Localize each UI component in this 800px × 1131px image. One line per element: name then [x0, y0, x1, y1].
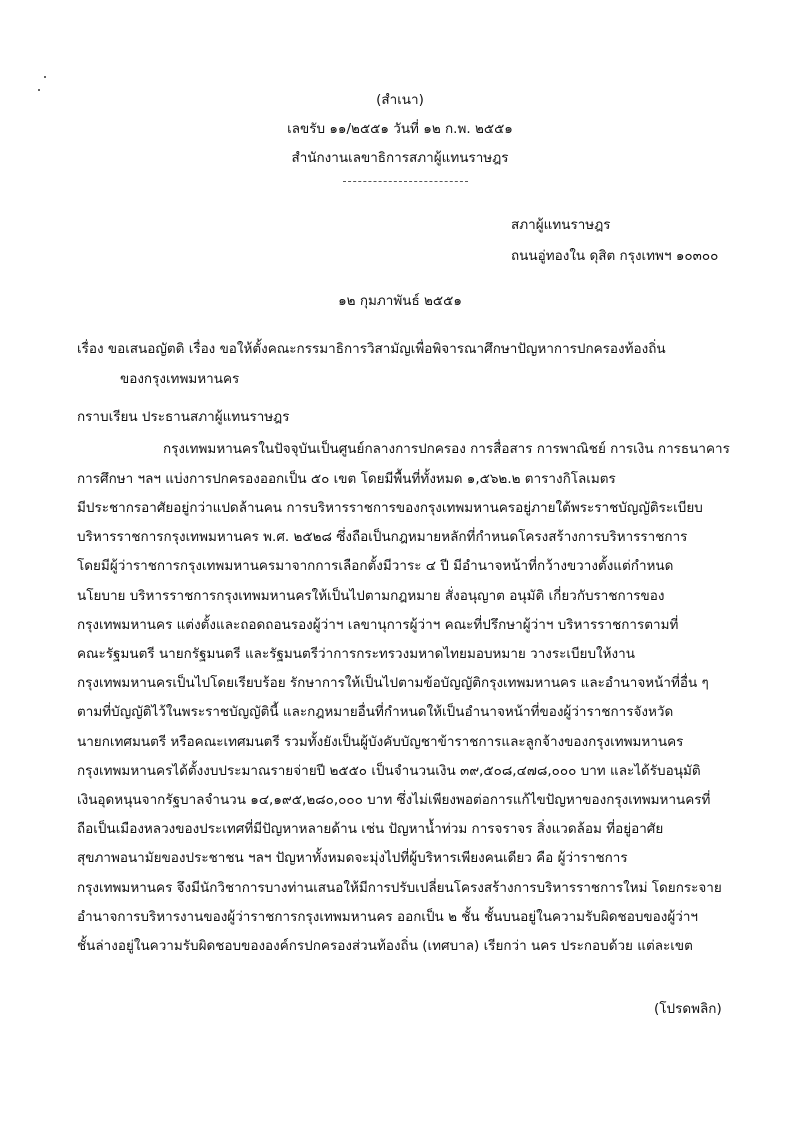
body-line: ชั้นล่างอยู่ในความรับผิดชอบขององค์กรปกครองส่วนท้องถิ่น (เทศบาล) เรียกว่า นคร ประกอบด้วย แต่ละเขต [77, 938, 693, 954]
scan-speck [44, 76, 46, 78]
body-line: สุขภาพอนามัยของประชาชน ฯลฯ ปัญหาทั้งหมดจะมุ่งไปที่ผู้บริหารเพียงคนเดียว คือ ผู้ว่าราชการ [77, 850, 628, 866]
body-line: ตามที่บัญญัติไว้ในพระราชบัญญัตินี้ และกฎหมายอื่นที่กำหนดให้เป็นอำนาจหน้าที่ของผู้ว่าราชการจังหวัด [77, 704, 674, 720]
body-line: กรุงเทพมหานครในปัจจุบันเป็นศูนย์กลางการปกครอง การสื่อสาร การพาณิชย์ การเงิน การธนาคาร [163, 441, 730, 457]
body-line: โดยมีผู้ว่าราชการกรุงเทพมหานครมาจากการเลือกตั้งมีวาระ ๔ ปี มีอำนาจหน้าที่กว้างขวางตั้งแต่กำหนด [77, 558, 674, 574]
body-line: ถือเป็นเมืองหลวงของประเทศที่มีปัญหาหลายด้าน เช่น ปัญหาน้ำท่วม การจราจร สิ่งแวดล้อม ที่อยู่อาศัย [77, 821, 664, 837]
body-line: กรุงเทพมหานครเป็นไปโดยเรียบร้อย รักษาการให้เป็นไปตามข้อบัญญัติกรุงเทพมหานคร และอำนาจหน้าที่อื่น ๆ [77, 675, 709, 691]
body-line: นโยบาย บริหารราชการกรุงเทพมหานครให้เป็นไปตามกฎหมาย สั่งอนุญาต อนุมัติ เกี่ยวกับราชการของ [77, 588, 665, 604]
sender-name: สภาผู้แทนราษฎร [511, 217, 611, 233]
body-line: เงินอุดหนุนจากรัฐบาลจำนวน ๑๔,๑๙๕,๒๘๐,๐๐๐ บาท ซึ่งไม่เพียงพอต่อการแก้ไขปัญหาของกรุงเทพมหานครที่ [77, 792, 711, 808]
body-line: อำนาจการบริหารงานของผู้ว่าราชการกรุงเทพมหานคร ออกเป็น ๒ ชั้น ชั้นบนอยู่ในความรับผิดชอบของผู้ว่าฯ [77, 909, 698, 925]
body-line: กรุงเทพมหานคร แต่งตั้งและถอดถอนรองผู้ว่าฯ เลขานุการผู้ว่าฯ คณะที่ปรึกษาผู้ว่าฯ บริหารราชการตามที่ [77, 617, 679, 633]
sender-address: ถนนอู่ทองใน ดุสิต กรุงเทพฯ ๑๐๓๐๐ [511, 248, 719, 264]
salutation: กราบเรียน ประธานสภาผู้แทนราษฎร [77, 409, 290, 425]
body-line: มีประชากรอาศัยอยู่กว่าแปดล้านคน การบริหารราชการของกรุงเทพมหานครอยู่ภายใต้พระราชบัญญัติระเบียบ [77, 500, 703, 516]
body-line: บริหารราชการกรุงเทพมหานคร พ.ศ. ๒๕๒๘ ซึ่งถือเป็นกฎหมายหลักที่กำหนดโครงสร้างการบริหารราชการ [77, 529, 688, 545]
subject-continuation: ของกรุงเทพมหานคร [120, 371, 240, 387]
body-line: กรุงเทพมหานครได้ตั้งงบประมาณรายจ่ายปี ๒๕๕๐ เป็นจำนวนเงิน ๓๙,๕๐๘,๔๗๘,๐๐๐ บาท และได้รับอนุมัติ [77, 763, 701, 779]
body-line: นายกเทศมนตรี หรือคณะเทศมนตรี รวมทั้งยังเป็นผู้บังคับบัญชาข้าราชการและลูกจ้างของกรุงเทพมหานคร [77, 734, 684, 750]
received-number: เลขรับ ๑๑/๒๕๕๑ วันที่ ๑๒ ก.พ. ๒๕๕๑ [287, 121, 513, 137]
body-line: การศึกษา ฯลฯ แบ่งการปกครองออกเป็น ๕๐ เขต โดยมีพื้นที่ทั้งหมด ๑,๕๖๒.๒ ตารางกิโลเมตร [77, 471, 616, 487]
letter-date: ๑๒ กุมภาพันธ์ ๒๕๕๑ [338, 293, 462, 309]
body-line: กรุงเทพมหานคร จึงมีนักวิชาการบางท่านเสนอให้มีการปรับเปลี่ยนโครงสร้างการบริหารราชการใหม่ โดยกระจาย [77, 880, 722, 896]
copy-label: (สำเนา) [376, 92, 424, 108]
body-line: คณะรัฐมนตรี นายกรัฐมนตรี และรัฐมนตรีว่าการกระทรวงมหาดไทยมอบหมาย วางระเบียบให้งาน [77, 646, 635, 662]
subject-line: เรื่อง ขอเสนอญัตติ เรื่อง ขอให้ตั้งคณะกรรมาธิการวิสามัญเพื่อพิจารณาศึกษาปัญหาการปกครองท้องถิ่น [77, 341, 666, 357]
continue-note: (โปรดพลิก) [654, 1001, 722, 1017]
receiving-office: สำนักงานเลขาธิการสภาผู้แทนราษฎร [291, 150, 509, 166]
divider [343, 181, 468, 182]
